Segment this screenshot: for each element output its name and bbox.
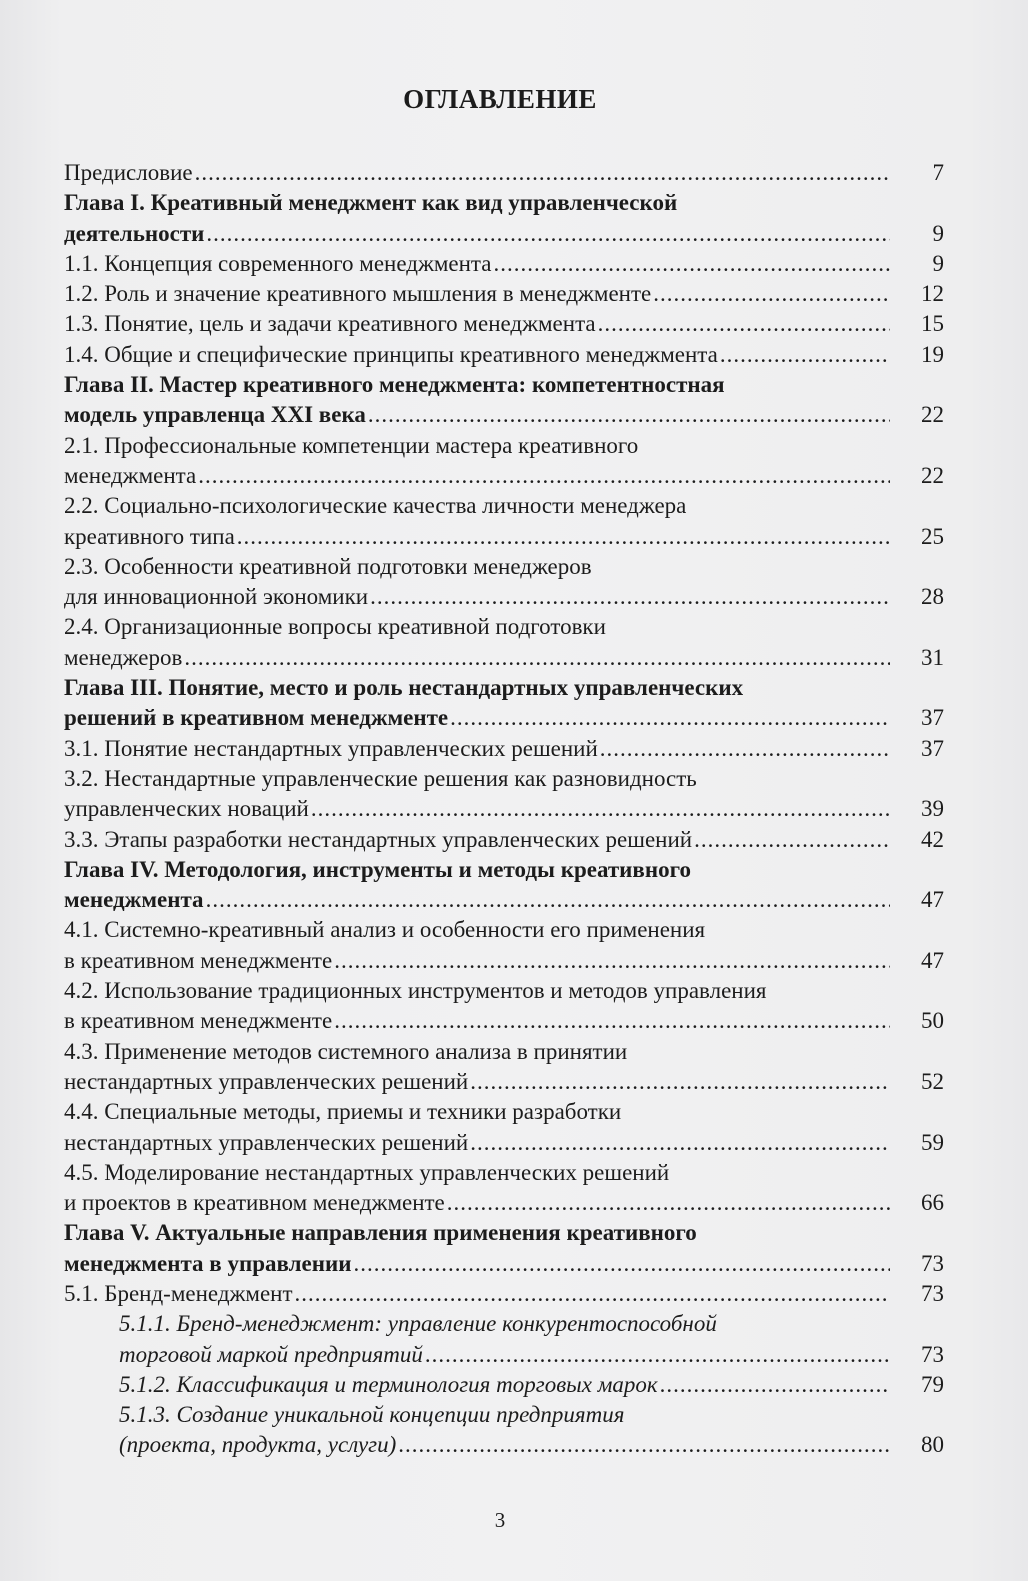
- toc-page-number: 37: [921, 735, 944, 761]
- toc-entry-title-line: Глава IV. Методология, инструменты и методы креативного: [64, 856, 691, 882]
- toc-page-number: 47: [921, 887, 944, 913]
- toc-chapter-entry: [64, 370, 944, 431]
- toc-page-number: 73: [921, 1280, 944, 1306]
- toc-entry-row: [64, 734, 944, 764]
- toc-entry: [64, 1158, 944, 1219]
- toc-page-number: 19: [921, 341, 944, 367]
- toc-page-number: 25: [921, 523, 944, 549]
- toc-entry-title-line: 2.2. Социально-психологические качества личности менеджера: [64, 493, 687, 519]
- toc-page-number: 9: [932, 250, 944, 276]
- toc-entry-row: [64, 643, 944, 673]
- toc-entry-title-line: 3.3. Этапы разработки нестандартных управленческих решений: [64, 826, 693, 852]
- toc-entry-title-line: 4.4. Специальные методы, приемы и техники разработки: [64, 1099, 622, 1125]
- toc-entry-row: [64, 340, 944, 370]
- toc-page-number: 52: [921, 1068, 944, 1094]
- toc-entry-title-line: 1.3. Понятие, цель и задачи креативного менеджмента: [64, 311, 596, 337]
- toc-entry-title-line: 2.4. Организационные вопросы креативной подготовки: [64, 614, 606, 640]
- table-of-contents: [64, 158, 944, 1461]
- toc-page-number: 22: [921, 462, 944, 488]
- toc-entry-title-line: торговой маркой предприятий: [119, 1341, 423, 1367]
- toc-page-number: 39: [921, 796, 944, 822]
- toc-entry-title-line: решений в креативном менеджменте: [64, 705, 449, 731]
- toc-entry-title-line: Глава I. Креативный менеджмент как вид управленческой: [64, 190, 678, 216]
- toc-entry-title-line: (проекта, продукта, услуги): [119, 1432, 397, 1458]
- toc-entry-title-line: деятельности: [64, 220, 205, 246]
- toc-entry: [64, 734, 944, 764]
- toc-entry-row: [64, 946, 944, 976]
- toc-entry: [64, 764, 944, 825]
- dot-leader: [237, 522, 890, 552]
- toc-entry-title-line: менеджеров: [64, 644, 183, 670]
- toc-page-number: 31: [921, 644, 944, 670]
- toc-entry-title-line: 3.2. Нестандартные управленческие решения как разновидность: [64, 765, 697, 791]
- toc-page-number: 59: [921, 1129, 944, 1155]
- toc-entry-title-line: для инновационной экономики: [64, 584, 369, 610]
- toc-entry-row: [64, 825, 944, 855]
- toc-subsection-entry: [64, 1309, 944, 1370]
- toc-entry-row: [64, 582, 944, 612]
- toc-entry: [64, 340, 944, 370]
- toc-entry-row: [64, 279, 944, 309]
- toc-entry-row: [64, 1128, 944, 1158]
- toc-entry-title-line: Предисловие: [64, 160, 193, 185]
- dot-leader: [450, 703, 890, 733]
- toc-page-number: 22: [921, 402, 944, 428]
- dot-leader: [370, 582, 890, 612]
- toc-page-number: 37: [921, 705, 944, 731]
- toc-entry-title-line: 4.1. Системно-креативный анализ и особенности его применения: [64, 917, 706, 943]
- toc-subsection-entry: [64, 1400, 944, 1461]
- toc-entry-row: [119, 1340, 944, 1370]
- toc-entry: [64, 612, 944, 673]
- toc-chapter-entry: [64, 1218, 944, 1279]
- dot-leader: [493, 249, 890, 279]
- toc-entry-title-line: менеджмента в управлении: [64, 1250, 352, 1276]
- dot-leader: [368, 400, 890, 430]
- toc-entry-title-line: Глава III. Понятие, место и роль нестандартных управленческих: [64, 675, 744, 701]
- toc-page-number: 28: [921, 584, 944, 610]
- toc-entry-row: [64, 400, 944, 430]
- toc-entry-title-line: 4.2. Использование традиционных инструментов и методов управления: [64, 978, 767, 1004]
- toc-entry-row: [119, 1430, 944, 1460]
- toc-entry-title-line: модель управленца XXI века: [64, 402, 366, 428]
- toc-entry-title-line: 3.1. Понятие нестандартных управленческих решений: [64, 735, 598, 761]
- dot-leader: [354, 1249, 891, 1279]
- toc-entry-title-line: в креативном менеджменте: [64, 947, 333, 973]
- toc-chapter-entry: [64, 188, 944, 249]
- dot-leader: [198, 461, 890, 491]
- toc-entry: [64, 1097, 944, 1158]
- dot-leader: [447, 1188, 890, 1218]
- toc-entry-title-line: 5.1.2. Классификация и терминология торговых марок: [119, 1371, 658, 1397]
- toc-subsection-entry: [64, 1370, 944, 1400]
- toc-entry: [64, 1279, 944, 1309]
- dot-leader: [720, 340, 890, 370]
- toc-entry: [64, 431, 944, 492]
- dot-leader: [334, 1006, 890, 1036]
- toc-page-number: 79: [921, 1371, 944, 1397]
- toc-entry-row: [64, 1067, 944, 1097]
- dot-leader: [184, 643, 890, 673]
- dot-leader: [694, 825, 890, 855]
- toc-entry-row: [64, 461, 944, 491]
- dot-leader: [600, 734, 890, 764]
- toc-entry-title-line: и проектов в креативном менеджменте: [64, 1190, 445, 1216]
- toc-entry: [64, 491, 944, 552]
- toc-entry: [64, 552, 944, 613]
- toc-entry-title-line: нестандартных управленческих решений: [64, 1068, 469, 1094]
- dot-leader: [311, 794, 890, 824]
- toc-entry: [64, 825, 944, 855]
- toc-page-number: 66: [921, 1190, 944, 1216]
- toc-page-number: 47: [921, 947, 944, 973]
- toc-entry-row: [64, 158, 944, 188]
- toc-entry-title-line: нестандартных управленческих решений: [64, 1129, 469, 1155]
- dot-leader: [334, 946, 890, 976]
- toc-entry-row: [64, 1006, 944, 1036]
- toc-entry-row: [64, 219, 944, 249]
- dot-leader: [206, 219, 890, 249]
- toc-page-number: 73: [921, 1341, 944, 1367]
- toc-entry-title-line: Глава II. Мастер креативного менеджмента: компетентностная: [64, 372, 725, 398]
- dot-leader: [470, 1128, 890, 1158]
- dot-leader: [206, 885, 890, 915]
- dot-leader: [295, 1279, 890, 1309]
- toc-entry-title-line: 4.5. Моделирование нестандартных управленческих решений: [64, 1159, 670, 1185]
- toc-entry: [64, 976, 944, 1037]
- toc-entry-title-line: 5.1.1. Бренд-менеджмент: управление конкурентоспособной: [119, 1311, 717, 1337]
- toc-page-number: 12: [921, 281, 944, 307]
- toc-entry-row: [64, 249, 944, 279]
- toc-page-number: 50: [921, 1008, 944, 1034]
- page-number: 3: [494, 1508, 506, 1532]
- toc-entry-title-line: в креативном менеджменте: [64, 1008, 333, 1034]
- toc-page-number: 15: [921, 311, 944, 337]
- toc-entry-row: [64, 1279, 944, 1309]
- toc-entry-row: [64, 1249, 944, 1279]
- toc-entry: [64, 915, 944, 976]
- toc-page-number: 73: [921, 1250, 944, 1276]
- toc-page-number: 80: [921, 1432, 944, 1458]
- dot-leader: [398, 1430, 890, 1460]
- dot-leader: [195, 158, 890, 188]
- toc-entry-title-line: менеджмента: [64, 887, 204, 913]
- toc-entry: [64, 309, 944, 339]
- toc-entry-row: [64, 885, 944, 915]
- page-title: ОГЛАВЛЕНИЕ: [403, 84, 597, 114]
- toc-entry-title-line: 1.1. Концепция современного менеджмента: [64, 250, 492, 276]
- toc-page-number: 42: [921, 826, 944, 852]
- toc-entry-row: [64, 309, 944, 339]
- toc-page-number: 7: [932, 160, 944, 185]
- toc-entry-title-line: 4.3. Применение методов системного анализа в принятии: [64, 1038, 628, 1064]
- dot-leader: [598, 309, 890, 339]
- toc-entry-row: [64, 522, 944, 552]
- toc-entry-row: [119, 1370, 944, 1400]
- toc-entry: [64, 279, 944, 309]
- toc-entry: [64, 249, 944, 279]
- toc-entry-title-line: управленческих новаций: [64, 796, 309, 822]
- toc-chapter-entry: [64, 855, 944, 916]
- toc-entry-title-line: 2.3. Особенности креативной подготовки менеджеров: [64, 553, 592, 579]
- toc-entry-title-line: креативного типа: [64, 523, 235, 549]
- toc-entry: [64, 158, 944, 188]
- toc-entry-row: [64, 1188, 944, 1218]
- dot-leader: [653, 279, 890, 309]
- toc-entry-title-line: 1.2. Роль и значение креативного мышления в менеджменте: [64, 281, 652, 307]
- toc-page-number: 9: [932, 220, 944, 246]
- toc-entry-row: [64, 794, 944, 824]
- toc-entry-title-line: 1.4. Общие и специфические принципы креативного менеджмента: [64, 341, 718, 367]
- dot-leader: [470, 1067, 890, 1097]
- dot-leader: [660, 1370, 890, 1400]
- toc-entry: [64, 1037, 944, 1098]
- toc-entry-title-line: 5.1.3. Создание уникальной концепции предприятия: [119, 1402, 625, 1428]
- toc-entry-title-line: 2.1. Профессиональные компетенции мастера креативного: [64, 432, 639, 458]
- toc-entry-title-line: Глава V. Актуальные направления применения креативного: [64, 1220, 697, 1246]
- toc-entry-title-line: менеджмента: [64, 462, 197, 488]
- toc-entry-row: [64, 703, 944, 733]
- toc-chapter-entry: [64, 673, 944, 734]
- dot-leader: [425, 1340, 890, 1370]
- toc-entry-title-line: 5.1. Бренд-менеджмент: [64, 1280, 293, 1306]
